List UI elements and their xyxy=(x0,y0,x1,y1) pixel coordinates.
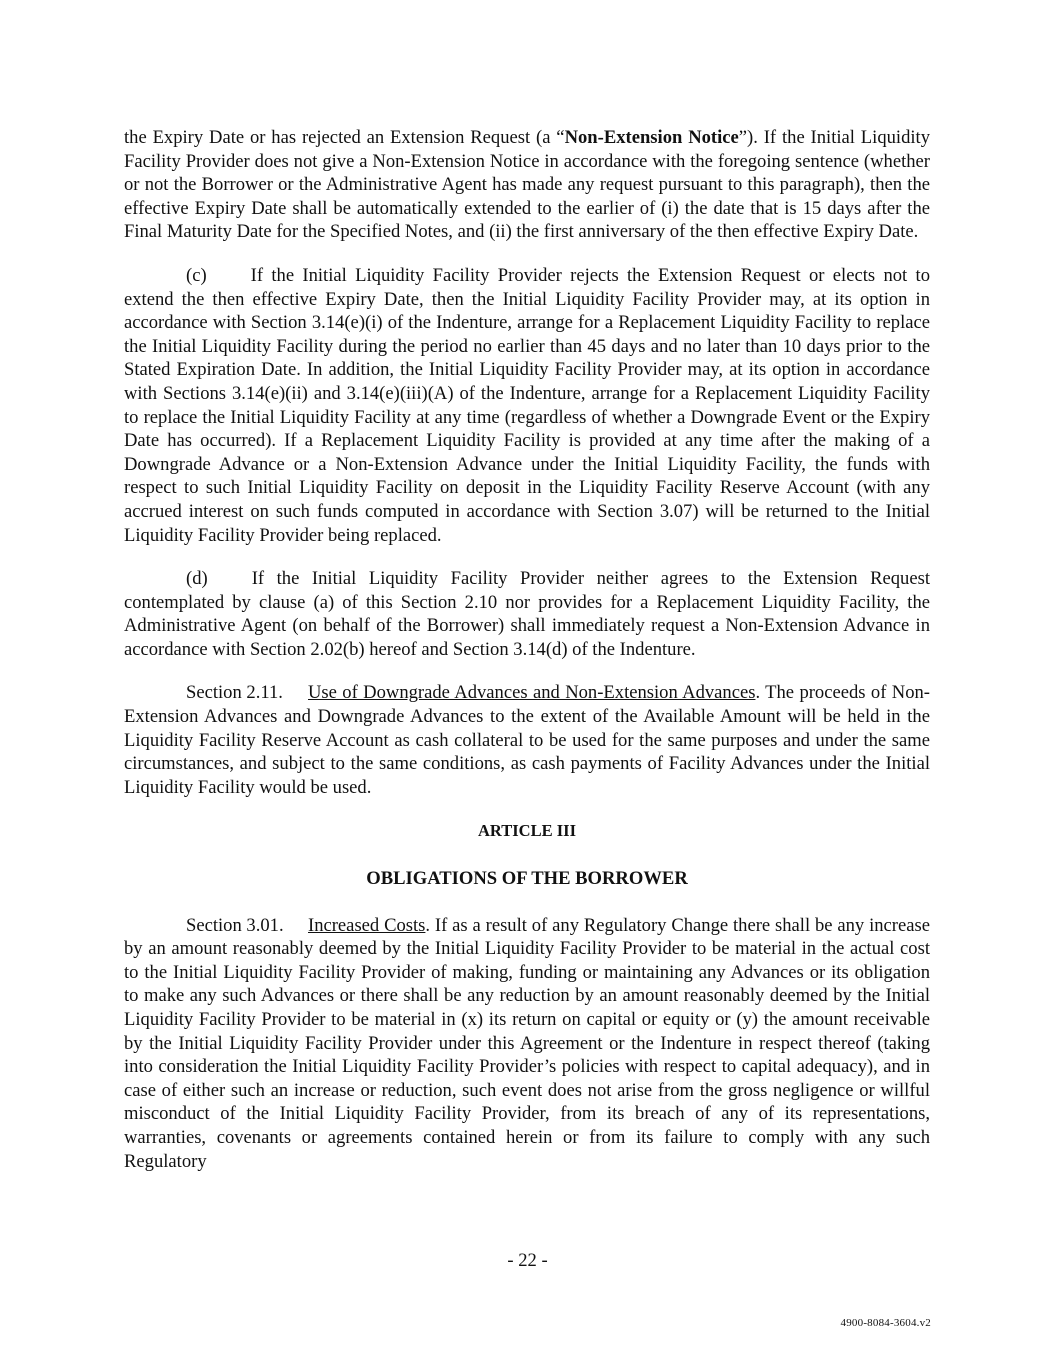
paragraph-non-extension-notice xyxy=(124,126,930,244)
clause-label: (c) xyxy=(186,264,207,286)
section-label: Section 2.11. xyxy=(186,682,283,704)
paragraph-c xyxy=(124,264,930,547)
section-3-01 xyxy=(124,914,930,1174)
section-label: Section 3.01. xyxy=(186,914,284,936)
page-number: - 22 - xyxy=(507,1250,548,1271)
section-2-11 xyxy=(124,681,930,799)
document-id: 4900-8084-3604.v2 xyxy=(840,1317,931,1329)
clause-label: (d) xyxy=(186,568,208,590)
paragraph-text: ”). If the Initial Liquidity Facility Provider does not give a Non-Extension Notice in accordance with the foregoing sentence (whether or not the Borrower or the Administrative Agent has made any request pursuant to this paragraph), then the effective Expiry Date shall be automatically extended to the earlier of (i) the date that is 15 days after the Final Maturity Date for the Specified Notes, and (ii) the first anniversary of the then effective Expiry Date. xyxy=(124,127,931,243)
paragraph-text: If the Initial Liquidity Facility Provider neither agrees to the Extension Request contemplated by clause (a) of this Section 2.10 nor provides for a Replacement Liquidity Facility, the Administrative Agent (on behalf of the Borrower) shall immediately request a Non-Extension Advance in accordance with Section 2.02(b) hereof and Section 3.14(d) of the Indenture. xyxy=(124,568,930,660)
paragraph-text: If the Initial Liquidity Facility Provider rejects the Extension Request or elects not to extend the then effective Expiry Date, then the Initial Liquidity Facility Provider may, at its option in accordance with Section 3.14(e)(i) of the Indenture, arrange for a Replacement Liquidity Facility to replace the Initial Liquidity Facility during the period no earlier than 45 days and no later than 10 days prior to the Stated Expiration Date. In addition, the Initial Liquidity Facility Provider may, at its option in accordance with Sections 3.14(e)(ii) and 3.14(e)(iii)(A) of the Indenture, arrange for a Replacement Liquidity Facility to replace the Initial Liquidity Facility at any time (regardless of whether a Downgrade Event or the Expiry Date has occurred). If a Replacement Liquidity Facility is provided at any time after the making of a Downgrade Advance or a Non-Extension Advance under the Initial Liquidity Facility, the funds with respect to such Initial Liquidity Facility on deposit in the Liquidity Facility Reserve Account (with any accrued interest on such funds computed in accordance with Section 3.07) will be returned to the Initial Liquidity Facility Provider being replaced. xyxy=(124,264,930,546)
paragraph-d xyxy=(124,567,930,661)
paragraph-text: . If as a result of any Regulatory Change there shall be any increase by an amount reasonably deemed by the Initial Liquidity Facility Provider to be material in the actual cost to the Initial Liquidity Facility Provider of making, funding or maintaining any Advances or its obligation to make any such Advances or there shall be any reduction by an amount reasonably deemed by the Initial Liquidity Facility Provider to be material in (x) its return on capital or equity or (y) the amount receivable by the Initial Liquidity Facility Provider under this Agreement or the Indenture in respect thereof (taking into consideration the Initial Liquidity Facility Provider’s policies with respect to capital adequacy), and in case of either such an increase or reduction, such event does not arise from the gross negligence or willful misconduct of the Initial Liquidity Facility Provider, from its breach of any of its representations, warranties, covenants or agreements contained herein or from its failure to comply with any such Regulatory xyxy=(124,914,930,1172)
article-title: OBLIGATIONS OF THE BORROWER xyxy=(366,868,688,890)
defined-term: Non-Extension Notice xyxy=(564,127,739,148)
paragraph-text: the Expiry Date or has rejected an Extension Request (a “ xyxy=(124,127,565,148)
document-body xyxy=(124,126,930,1193)
section-title: Use of Downgrade Advances and Non-Extension Advances xyxy=(308,682,756,704)
paragraph-text: . The proceeds of Non-Extension Advances and Downgrade Advances to the extent of the Available Amount will be held in the Liquidity Facility Reserve Account as cash collateral to be used for the same purposes and under the same circumstances, and subject to the same conditions, as cash payments of Facility Advances under the Initial Liquidity Facility would be used. xyxy=(124,682,930,798)
section-title: Increased Costs xyxy=(308,914,426,936)
article-heading: ARTICLE III xyxy=(478,821,576,841)
